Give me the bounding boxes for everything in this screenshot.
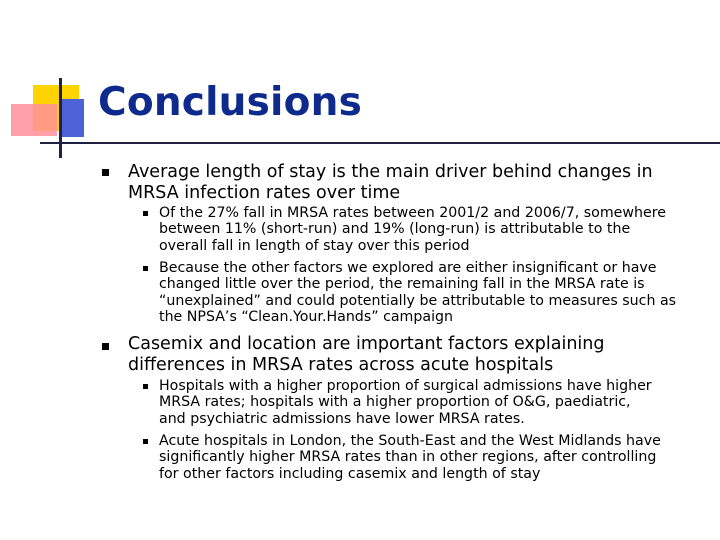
slide-title: Conclusions — [98, 80, 362, 125]
title-decoration-vertical-line — [59, 78, 62, 158]
bullet-marker — [102, 343, 109, 350]
bullet-text-2: Casemix and location are important factors explaining differences in MRSA rates across acute hospitals — [128, 334, 605, 375]
sub-bullet-text-1-2: Because the other factors we explored are either insignificant or have changed little over the period, the remaining fall in the MRSA rate is “unexplained” and could potentially be attributable to measures such as the NPSA’s “Clean.Your.Hands” campaign — [159, 260, 677, 326]
bullet-marker — [102, 169, 109, 176]
bullet-text-1: Average length of stay is the main driver behind changes in MRSA infection rates over time — [128, 162, 653, 203]
title-decoration-pink-square — [11, 104, 57, 136]
sub-bullet-text-1-1: Of the 27% fall in MRSA rates between 2001/2 and 2006/7, somewhere between 11% (short-run) and 19% (long-run) is attributable to the overall fall in length of stay over this period — [159, 205, 666, 254]
title-decoration-blue-square — [60, 99, 84, 137]
sub-bullet-marker — [143, 439, 148, 444]
sub-bullet-text-2-1: Hospitals with a higher proportion of surgical admissions have higher MRSA rates; hospitals with a higher proportion of O&G, paediatric, and psychiatric admissions have lower MRSA rates. — [159, 378, 652, 427]
sub-bullet-marker — [143, 384, 148, 389]
sub-bullet-marker — [143, 211, 148, 216]
sub-bullet-text-2-2: Acute hospitals in London, the South-East and the West Midlands have significantly higher MRSA rates than in other regions, after controlling for other factors including casemix and length of stay — [159, 433, 661, 482]
sub-bullet-marker — [143, 266, 148, 271]
title-underline — [40, 142, 720, 144]
